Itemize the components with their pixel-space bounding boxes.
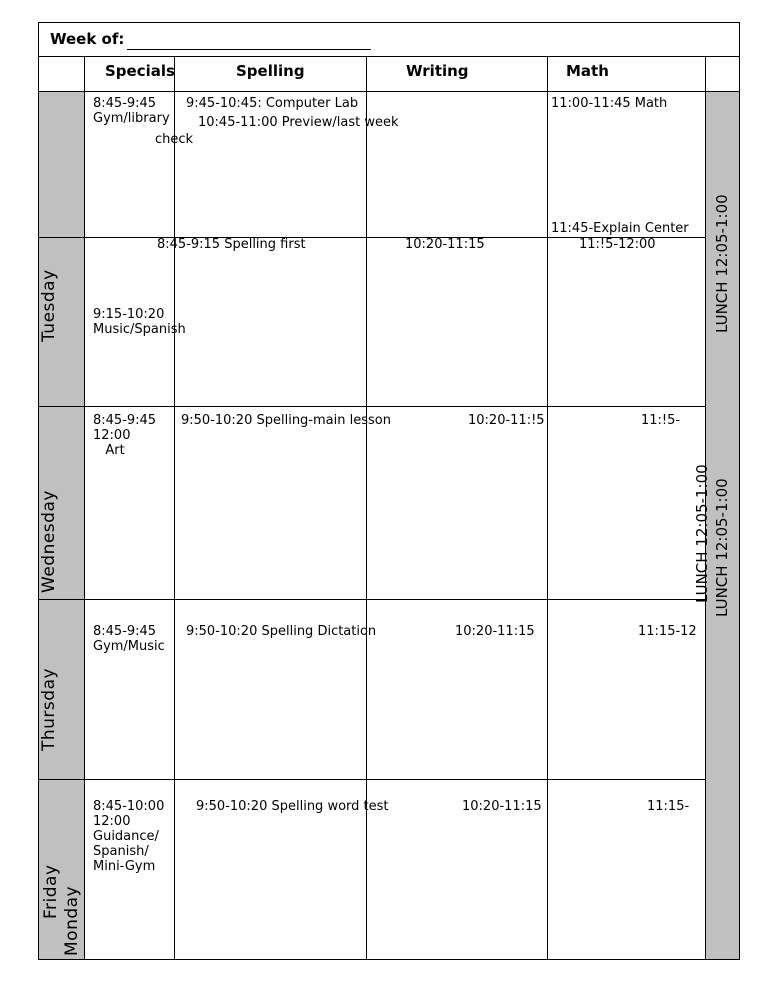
row1-math: 11:00-11:45 Math bbox=[551, 96, 668, 111]
column-header-spelling: Spelling bbox=[236, 62, 305, 80]
row2-writing: 10:20-11:15 bbox=[405, 237, 485, 252]
row-line-day-2 bbox=[39, 406, 84, 407]
row4-specials: 8:45-9:45 Gym/Music bbox=[93, 624, 165, 654]
row1-spelling-check: check bbox=[155, 132, 194, 147]
row4-math: 11:15-12 bbox=[638, 624, 697, 639]
day-label-wednesday: Wednesday bbox=[39, 490, 59, 593]
table-border-top bbox=[38, 22, 740, 23]
row-line-4 bbox=[84, 779, 706, 780]
col-line-day bbox=[84, 56, 85, 960]
row3-spelling: 9:50-10:20 Spelling-main lesson bbox=[181, 413, 391, 428]
lunch-label-lower-a: LUNCH 12:05-1:00 bbox=[693, 464, 711, 603]
row-line-day-3 bbox=[39, 599, 84, 600]
row5-math: 11:15- bbox=[647, 799, 690, 814]
col-line-writing bbox=[547, 56, 548, 960]
col-line-specials bbox=[174, 56, 175, 960]
lunch-label-lower-b: LUNCH 12:05-1:00 bbox=[713, 478, 731, 617]
row2-specials: 9:15-10:20 Music/Spanish bbox=[93, 307, 186, 337]
row-line-3 bbox=[84, 599, 706, 600]
row4-writing: 10:20-11:15 bbox=[455, 624, 535, 639]
row1-math-explain-center: 11:45-Explain Center bbox=[551, 221, 689, 236]
row-line-2 bbox=[84, 406, 706, 407]
header-row-line bbox=[38, 56, 740, 57]
week-of-label: Week of: bbox=[50, 30, 125, 48]
row2-spelling: 8:45-9:15 Spelling first bbox=[157, 237, 306, 252]
row3-math: 11:!5- bbox=[641, 413, 681, 428]
col-line-spelling bbox=[366, 56, 367, 960]
row-line-day-4 bbox=[39, 779, 84, 780]
row1-specials: 8:45-9:45 Gym/library bbox=[93, 96, 170, 126]
table-border-bottom bbox=[38, 959, 740, 960]
column-header-writing: Writing bbox=[406, 62, 469, 80]
column-header-specials: Specials bbox=[105, 62, 175, 80]
row5-specials: 8:45-10:00 12:00 Guidance/ Spanish/ Mini-Gym bbox=[93, 799, 165, 874]
column-header-math: Math bbox=[566, 62, 609, 80]
day-label-monday: Monday bbox=[62, 885, 82, 956]
day-label-friday: Friday bbox=[41, 864, 61, 919]
row5-spelling: 9:50-10:20 Spelling word test bbox=[196, 799, 389, 814]
row1-spelling-preview: 10:45-11:00 Preview/last week bbox=[198, 115, 399, 130]
row2-math: 11:!5-12:00 bbox=[579, 237, 656, 252]
row1-spelling-computer-lab: 9:45-10:45: Computer Lab bbox=[186, 96, 359, 111]
day-label-tuesday: Tuesday bbox=[39, 269, 59, 342]
day-label-thursday: Thursday bbox=[39, 667, 59, 751]
row3-specials: 8:45-9:45 12:00 Art bbox=[93, 413, 157, 458]
header-row-bottom-line bbox=[38, 91, 740, 92]
row4-spelling: 9:50-10:20 Spelling Dictation bbox=[186, 624, 377, 639]
row5-writing: 10:20-11:15 bbox=[462, 799, 542, 814]
table-border-right bbox=[739, 22, 740, 960]
row-line-day-1 bbox=[39, 237, 84, 238]
week-of-blank[interactable] bbox=[127, 49, 371, 50]
row3-writing: 10:20-11:!5 bbox=[468, 413, 545, 428]
lunch-label-upper: LUNCH 12:05-1:00 bbox=[713, 194, 731, 333]
